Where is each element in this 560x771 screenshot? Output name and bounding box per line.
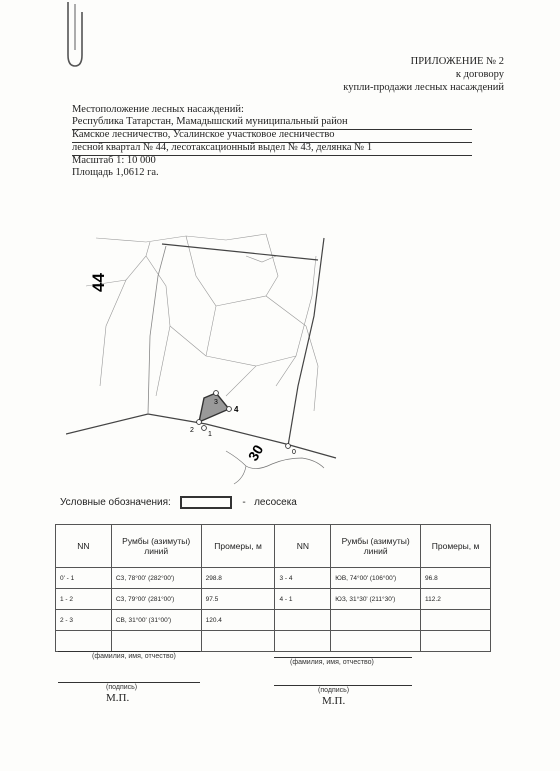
bearings-table [55, 524, 491, 652]
survey-point-1 [202, 426, 207, 431]
podpis-caption-right: (подпись) [318, 687, 350, 694]
cell-nn: 3 - 4 [275, 568, 331, 589]
cell-promer: 96.8 [421, 568, 491, 589]
sign-line-left [58, 682, 200, 683]
header-nn: NN [56, 525, 112, 568]
fio-caption-right: (фамилия, имя, отчество) [290, 659, 374, 666]
quarter-number-44: 44 [89, 273, 108, 292]
forest-stand-boundaries [86, 234, 318, 411]
table-row [56, 568, 491, 589]
header-rumb: Румбы (азимуты) линий [111, 525, 201, 568]
signature-line-right [274, 657, 412, 658]
point-label-2: 2 [190, 427, 194, 434]
cell-nn: 4 - 1 [275, 589, 331, 610]
sign-line-right [274, 685, 412, 686]
header-promer: Промеры, м [421, 525, 491, 568]
cell-promer: 112.2 [421, 589, 491, 610]
cell-promer: 97.5 [201, 589, 275, 610]
table-row [56, 610, 491, 631]
stamp-place-right: М.П. [322, 695, 346, 707]
legend-item-label: лесосека [254, 497, 297, 509]
table-row [56, 589, 491, 610]
legend-label: Условные обозначения: [60, 497, 171, 509]
cell-nn [275, 610, 331, 631]
table-header-row [56, 525, 491, 568]
cell-rumb: СЗ, 78°00' (282°00') [111, 568, 201, 589]
paper-clip-icon [60, 0, 100, 70]
location-region: Республика Татарстан, Мамадышский муниципальный район [72, 116, 472, 130]
map-scale: Масштаб 1: 10 000 [72, 155, 156, 166]
legend-cutting-area-symbol [180, 496, 232, 509]
appendix-contract: к договору [455, 69, 504, 80]
stamp-place-left: М.П. [106, 692, 130, 704]
appendix-title: ПРИЛОЖЕНИЕ № 2 [410, 56, 504, 67]
location-forestry: Камское лесничество, Усалинское участковое лесничество [72, 129, 472, 143]
plot-area: Площадь 1,0612 га. [72, 167, 159, 178]
cell-promer [421, 610, 491, 631]
survey-point-2 [197, 420, 202, 425]
cell-nn: 0' - 1 [56, 568, 112, 589]
cell-rumb: СЗ, 79°00' (281°00') [111, 589, 201, 610]
plot-map [66, 196, 366, 486]
cell-promer: 120.4 [201, 610, 275, 631]
cell-nn: 2 - 3 [56, 610, 112, 631]
survey-point-0 [286, 444, 291, 449]
fio-caption-left: (фамилия, имя, отчество) [92, 653, 176, 660]
cell-promer: 298.8 [201, 568, 275, 589]
header-rumb: Румбы (азимуты) линий [331, 525, 421, 568]
legend [60, 496, 297, 509]
podpis-caption-left: (подпись) [106, 684, 138, 691]
table-row [56, 631, 491, 652]
appendix-header [343, 55, 504, 94]
signature-line-left [58, 651, 200, 652]
quarter-boundaries [66, 238, 336, 458]
header-nn: NN [275, 525, 331, 568]
appendix-contract-type: купли-продажи лесных насаждений [343, 82, 504, 93]
location-title: Местоположение лесных насаждений: [72, 104, 244, 115]
cell-rumb: ЮВ, 74°00' (106°00') [331, 568, 421, 589]
cell-rumb [331, 610, 421, 631]
cell-rumb: ЮЗ, 31°30' (211°30') [331, 589, 421, 610]
quarter-number-30: 30 [244, 442, 267, 464]
river-line [226, 451, 324, 484]
cell-rumb: СВ, 31°00' (31°00') [111, 610, 201, 631]
location-quarter: лесной квартал № 44, лесотаксационный выдел № 43, делянка № 1 [72, 142, 472, 156]
header-promer: Промеры, м [201, 525, 275, 568]
legend-dash: - [242, 497, 246, 509]
survey-point-3 [214, 391, 219, 396]
survey-point-4 [227, 407, 232, 412]
point-label-0: 0 [292, 449, 296, 456]
point-label-4: 4 [234, 405, 239, 414]
cell-nn: 1 - 2 [56, 589, 112, 610]
point-label-3: 3 [214, 399, 218, 406]
cutting-area-polygon [199, 393, 229, 422]
point-label-1: 1 [208, 431, 212, 438]
